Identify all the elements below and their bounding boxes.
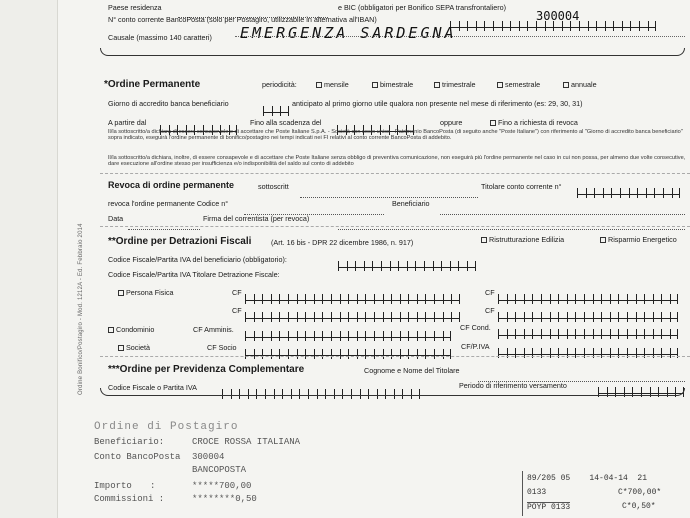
ordine-permanente-title: *Ordine Permanente bbox=[104, 79, 201, 90]
cf-amminis-label: CF Amminis. bbox=[193, 325, 234, 334]
stamp-line-3a: POYP 0133 bbox=[527, 503, 571, 512]
cf-piva-field[interactable] bbox=[498, 337, 678, 355]
scadenza-label: Fino alla scadenza del bbox=[250, 118, 322, 127]
receipt-importo-colon: : bbox=[150, 481, 156, 491]
sottoscritt-label: sottoscritt bbox=[258, 182, 289, 191]
detrazioni-title: **Ordine per Detrazioni Fiscali bbox=[108, 236, 252, 247]
societa-option[interactable]: Società bbox=[118, 343, 150, 352]
cf-field-3[interactable] bbox=[245, 301, 460, 319]
cf-label-4: CF bbox=[485, 306, 495, 315]
periodicita-trimestrale[interactable]: trimestrale bbox=[434, 80, 476, 89]
cf-titolare-label: Codice Fiscale/Partita IVA Titolare Detrazione Fiscale: bbox=[108, 270, 280, 279]
cf-piva-label: CF/P.IVA bbox=[461, 342, 490, 351]
checkbox-icon bbox=[490, 120, 496, 126]
conto-label: N° conto corrente BancoPosta (solo per Postagiro, utilizzabile in alternativa all'IBAN) bbox=[108, 15, 377, 24]
side-form-code: Ordine Bonifico/Postagiro - Mod. 1212A - Ed. Febbraio 2014 bbox=[78, 223, 84, 395]
data-field[interactable] bbox=[128, 212, 200, 230]
oppure-text: oppure bbox=[440, 118, 463, 127]
cf-field-4[interactable] bbox=[498, 301, 678, 319]
checkbox-icon bbox=[497, 82, 503, 88]
receipt-commissioni-label: Commissioni : bbox=[94, 494, 165, 504]
periodicita-semestrale[interactable]: semestrale bbox=[497, 80, 540, 89]
titolare-field[interactable] bbox=[577, 177, 680, 195]
conto-value: 300004 bbox=[536, 9, 580, 23]
checkbox-icon bbox=[563, 82, 569, 88]
cf-label-2: CF bbox=[485, 288, 495, 297]
periodo-label: Periodo di riferimento versamento bbox=[459, 381, 567, 390]
giorno-label: Giorno di accredito banca beneficiario bbox=[108, 99, 229, 108]
causale-field[interactable] bbox=[235, 36, 685, 37]
receipt-beneficiario-value: CROCE ROSSA ITALIANA bbox=[192, 437, 301, 447]
checkbox-icon bbox=[434, 82, 440, 88]
condominio-option[interactable]: Condominio bbox=[108, 325, 154, 334]
receipt-conto-value: 300004 bbox=[192, 452, 225, 462]
dashed-divider bbox=[100, 356, 690, 357]
receipt-banco: BANCOPOSTA bbox=[192, 465, 247, 475]
partire-label: A partire dal bbox=[108, 118, 147, 127]
cf-socio-field[interactable] bbox=[245, 338, 451, 356]
receipt-beneficiario-label: Beneficiario: bbox=[94, 437, 165, 447]
section-divider bbox=[100, 48, 685, 56]
beneficiario-label: Beneficiario bbox=[392, 199, 430, 208]
checkbox-icon bbox=[481, 237, 487, 243]
sottoscritt-field[interactable] bbox=[300, 180, 478, 198]
previdenza-cf-label: Codice Fiscale o Partita IVA bbox=[108, 383, 197, 392]
giorno-field[interactable] bbox=[263, 95, 289, 113]
risparmio-option[interactable]: Risparmio Energetico bbox=[600, 235, 677, 244]
data-label: Data bbox=[108, 214, 124, 223]
checkbox-icon bbox=[108, 327, 114, 333]
causale-value: EMERGENZA SARDEGNA bbox=[240, 24, 457, 42]
stamp-line-2a: 0133 bbox=[527, 488, 547, 497]
periodicita-label: periodicità: bbox=[262, 80, 297, 89]
checkbox-icon bbox=[316, 82, 322, 88]
periodicita-bimestrale[interactable]: bimestrale bbox=[372, 80, 413, 89]
checkbox-icon bbox=[600, 237, 606, 243]
receipt-commissioni-value: ********0,50 bbox=[192, 494, 257, 504]
revoca-title: Revoca di ordine permanente bbox=[108, 180, 235, 190]
cf-label-3: CF bbox=[232, 306, 242, 315]
receipt-importo-label: Importo bbox=[94, 481, 132, 491]
legal-text-2: Il/la sottoscritto/a dichiara, inoltre, di essere consapevole e di accettare che Poste Italiane senza obbligo di preventiva comunicazione, non eseguirà più l'ordine permanente nel caso in cui non possa, per almeno due volte consecutive, dare esecuzione all'ordine stesso per insufficienza e/o indisponibilità del saldo sul conto di addebito bbox=[108, 155, 686, 168]
cf-field-2[interactable] bbox=[498, 283, 678, 301]
previdenza-title: ***Ordine per Previdenza Complementare bbox=[108, 364, 305, 375]
cf-amminis-field[interactable] bbox=[245, 320, 451, 338]
dashed-divider bbox=[100, 226, 690, 227]
periodicita-mensile[interactable]: mensile bbox=[316, 80, 349, 89]
giorno-note: anticipato al primo giorno utile qualora non presente nel mese di riferimento (es: 29, 30, 31) bbox=[292, 99, 583, 108]
receipt-importo-value: *****700,00 bbox=[192, 481, 252, 491]
firma-field[interactable] bbox=[338, 212, 685, 230]
paese-residenza-label: Paese residenza bbox=[108, 3, 162, 12]
cf-beneficiario-label: Codice Fiscale/Partita IVA del beneficiario (obbligatorio): bbox=[108, 255, 287, 264]
cf-socio-label: CF Socio bbox=[207, 343, 237, 352]
revoca-option[interactable]: Fino a richiesta di revoca bbox=[490, 118, 578, 127]
dashed-divider bbox=[100, 173, 690, 174]
causale-label: Causale (massimo 140 caratteri) bbox=[108, 33, 212, 42]
left-margin bbox=[0, 0, 58, 518]
firma-label: Firma del correntista (per revoca) bbox=[203, 214, 310, 223]
stamp-line-3b: C*0,50* bbox=[622, 502, 656, 511]
cf-beneficiario-field[interactable] bbox=[338, 250, 476, 268]
checkbox-icon bbox=[372, 82, 378, 88]
persona-fisica-option[interactable]: Persona Fisica bbox=[118, 288, 174, 297]
detrazioni-law: (Art. 16 bis - DPR 22 dicembre 1986, n. 917) bbox=[271, 238, 414, 247]
cognome-label: Cognome e Nome del Titolare bbox=[364, 366, 460, 375]
titolare-label: Titolare conto corrente n° bbox=[481, 182, 562, 191]
section-divider bbox=[100, 388, 685, 396]
legal-text-1: Il/la sottoscritto/a dichiara di essere consapevole e di accettare che Poste Italiane S.p.A. - Società con socio unico - Patrimonio BancoPosta (di seguito anche "Poste Italiane") con riferimento al "Giorno di accredito banca beneficiario" sopra indicato, eseguirà l'ordine permanente di bonifico/postagiro nei tempi indicati nei FI relativi al conto corrente BancoPosta di addebito. bbox=[108, 129, 683, 142]
receipt-title: Ordine di Postagiro bbox=[94, 421, 239, 433]
codice-label: revoca l'ordine permanente Codice n° bbox=[108, 199, 229, 208]
ristrutturazione-option[interactable]: Ristrutturazione Edilizia bbox=[481, 235, 564, 244]
bic-label: e BIC (obbligatori per Bonifico SEPA transfrontaliero) bbox=[338, 3, 507, 12]
cf-field-1[interactable] bbox=[245, 283, 460, 301]
checkbox-icon bbox=[118, 290, 124, 296]
cf-cond-field[interactable] bbox=[498, 318, 678, 336]
receipt-conto-label: Conto BancoPosta bbox=[94, 452, 181, 462]
stamp-line-2b: C*700,00* bbox=[618, 488, 662, 497]
cf-label-1: CF bbox=[232, 288, 242, 297]
periodicita-annuale[interactable]: annuale bbox=[563, 80, 597, 89]
checkbox-icon bbox=[118, 345, 124, 351]
stamp-line-1: 89/205 05 14-04-14 21 bbox=[527, 474, 648, 483]
cf-cond-label: CF Cond. bbox=[460, 323, 491, 332]
